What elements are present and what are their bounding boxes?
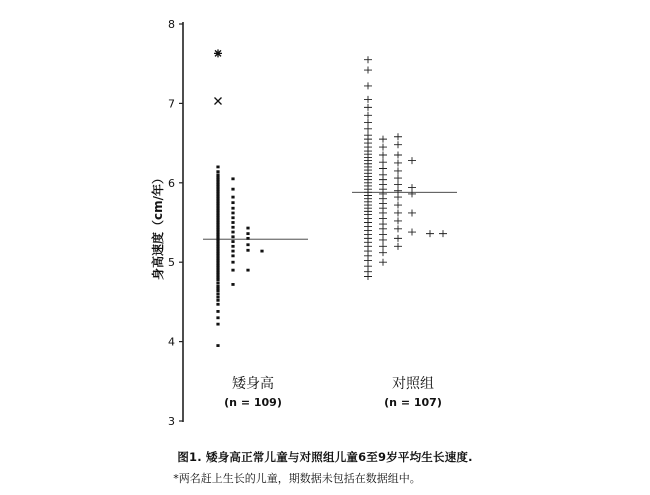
- data-point: [231, 226, 234, 229]
- data-point: [216, 264, 219, 267]
- data-point: [364, 82, 372, 89]
- data-point: [364, 67, 372, 74]
- data-point: [231, 201, 234, 204]
- data-point: [246, 269, 249, 272]
- data-point: [379, 136, 387, 143]
- figure-footnote: *两名赶上生长的儿童，期数据未包括在数据组中。: [173, 472, 421, 485]
- data-point: [379, 165, 387, 172]
- data-point: [394, 243, 402, 250]
- data-point: [364, 104, 372, 111]
- data-point: [216, 212, 219, 215]
- data-point: [246, 249, 249, 252]
- data-point: [216, 240, 219, 243]
- data-point: [231, 269, 234, 272]
- data-point: [408, 190, 416, 197]
- data-point: [216, 188, 219, 191]
- data-point: [364, 56, 372, 63]
- data-point: [394, 202, 402, 209]
- data-point: [231, 254, 234, 257]
- data-point: [216, 176, 219, 179]
- data-point: [216, 190, 219, 193]
- group-n-label: (n = 107): [384, 396, 442, 409]
- data-point: [216, 252, 219, 255]
- data-point: [216, 238, 219, 241]
- data-point: [216, 166, 219, 169]
- y-axis-label: 身高速度（cm/年）: [151, 171, 165, 281]
- data-point: [379, 171, 387, 178]
- data-point: [216, 289, 219, 292]
- data-point: [231, 196, 234, 199]
- data-point: [216, 262, 219, 265]
- data-point: [394, 209, 402, 216]
- data-point: [216, 223, 219, 226]
- data-point: [216, 170, 219, 173]
- group-label: 矮身高: [232, 376, 274, 392]
- data-point: [216, 266, 219, 269]
- data-point: [231, 283, 234, 286]
- data-point: [231, 212, 234, 215]
- group-n-label: (n = 109): [224, 396, 282, 409]
- data-point: [394, 225, 402, 232]
- data-point: [408, 184, 416, 191]
- data-point: [216, 254, 219, 257]
- data-point: [216, 303, 219, 306]
- data-point: [394, 152, 402, 159]
- data-point: [364, 125, 372, 132]
- data-point: [216, 221, 219, 224]
- data-point: [408, 229, 416, 236]
- data-point: [216, 173, 219, 176]
- data-point: [216, 209, 219, 212]
- data-point: [364, 112, 372, 119]
- data-point: [231, 245, 234, 248]
- data-point: [246, 232, 249, 235]
- data-point: [231, 221, 234, 224]
- data-point: [408, 209, 416, 216]
- data-point: [216, 259, 219, 262]
- y-tick-label: 7: [168, 97, 175, 111]
- data-point: [408, 157, 416, 164]
- data-point: [231, 207, 234, 210]
- data-point: [216, 231, 219, 234]
- data-point: [216, 207, 219, 210]
- y-tick-label: 5: [168, 256, 175, 270]
- data-point: [231, 216, 234, 219]
- data-point: [216, 235, 219, 238]
- data-point: [216, 216, 219, 219]
- data-point: [216, 204, 219, 207]
- data-point: [231, 177, 234, 180]
- group-label: 对照组: [392, 376, 434, 392]
- data-point: [260, 250, 263, 253]
- data-point: [394, 181, 402, 188]
- data-point: [216, 200, 219, 203]
- data-point: [216, 310, 219, 313]
- data-point: [216, 344, 219, 347]
- data-point: [231, 231, 234, 234]
- data-point: [216, 214, 219, 217]
- data-point: [216, 287, 219, 290]
- data-point: [246, 227, 249, 230]
- data-point: [216, 274, 219, 277]
- y-tick-label: 3: [168, 415, 175, 428]
- data-point: [231, 240, 234, 243]
- data-point: [394, 194, 402, 201]
- data-point: [394, 167, 402, 174]
- data-point: [216, 269, 219, 272]
- data-point: [216, 285, 219, 288]
- data-point: [379, 259, 387, 266]
- y-tick-label: 6: [168, 176, 175, 190]
- data-point: [394, 175, 402, 182]
- y-tick-label: 8: [168, 18, 175, 31]
- data-point: [216, 181, 219, 184]
- data-point: [394, 217, 402, 224]
- data-point: [216, 316, 219, 319]
- data-point: [216, 271, 219, 274]
- data-point: [439, 230, 447, 237]
- data-point: [394, 133, 402, 140]
- data-point: [216, 323, 219, 326]
- data-point: [216, 226, 219, 229]
- data-point: [231, 250, 234, 253]
- data-point: [216, 276, 219, 279]
- data-point: [231, 261, 234, 264]
- data-point: [216, 219, 219, 222]
- data-point: [216, 299, 219, 302]
- data-point: [216, 296, 219, 299]
- y-axis-ticks: [168, 18, 183, 428]
- data-point: [216, 185, 219, 188]
- data-point: [394, 159, 402, 166]
- data-point: [216, 183, 219, 186]
- data-point: [216, 245, 219, 248]
- data-point: [364, 119, 372, 126]
- data-point: [426, 230, 434, 237]
- data-point: [364, 96, 372, 103]
- outlier-star-marker: [214, 49, 222, 57]
- group-labels: [224, 375, 442, 409]
- data-point: [246, 243, 249, 246]
- data-point: [216, 247, 219, 250]
- figure-caption: 图1. 矮身高正常儿童与对照组儿童6至9岁平均生长速度.: [177, 450, 473, 464]
- data-point: [216, 193, 219, 196]
- data-point: [379, 159, 387, 166]
- data-points: [203, 49, 457, 347]
- data-point: [379, 243, 387, 250]
- data-point: [216, 233, 219, 236]
- data-point: [216, 178, 219, 181]
- data-point: [216, 293, 219, 296]
- data-point: [379, 249, 387, 256]
- data-point: [216, 281, 219, 284]
- data-point: [379, 152, 387, 159]
- outlier-x-marker: [215, 98, 222, 105]
- data-point: [394, 187, 402, 194]
- data-point: [231, 188, 234, 191]
- data-point: [394, 141, 402, 148]
- data-point: [231, 235, 234, 238]
- data-point: [216, 197, 219, 200]
- y-tick-label: 4: [168, 335, 175, 349]
- data-point: [364, 132, 372, 139]
- data-point: [394, 235, 402, 242]
- data-point: [216, 278, 219, 281]
- data-point: [216, 250, 219, 253]
- data-point: [216, 243, 219, 246]
- data-point: [216, 257, 219, 260]
- data-point: [216, 228, 219, 231]
- data-point: [379, 144, 387, 151]
- data-point: [246, 237, 249, 240]
- data-point: [216, 202, 219, 205]
- data-point: [216, 195, 219, 198]
